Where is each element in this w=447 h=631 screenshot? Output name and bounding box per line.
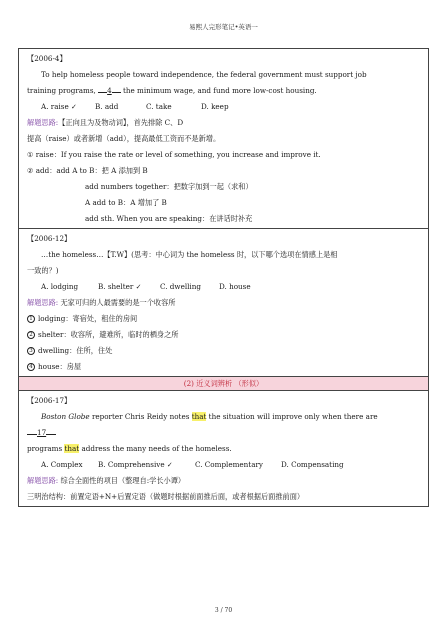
solution-line: 解题思路: 无家可归的人最需要的是一个收容所 [27,298,176,307]
question-2006-4 [19,49,428,229]
solution-label: 解题思路: [27,298,59,307]
question-text: To help homeless people toward independence, the federal government must support job [41,70,367,79]
question-text: Boston Globe reporter Chris Reidy notes that the situation will improve only when there are [41,412,378,421]
solution-text: 三明治结构：前置定语+N+后置定语（做题时根据前面推后面，或者根据后面推前面） [27,492,305,501]
question-blank-line [27,427,420,438]
option-d: D. Compensating [281,460,344,469]
page-number: 3 / 70 [214,607,233,614]
option-d: D. keep [201,102,229,111]
page-header: 易熙人完形笔记•英语一 [189,23,258,31]
option-b: B. shelter ✓ [98,282,142,291]
answer-options [27,459,420,470]
question-year: 【2006-12】 [27,234,72,243]
number-badge: 1 [27,315,35,323]
option-c: C. take [146,102,172,111]
definition-add: ② add：add A to B：把 A 添加到 B [27,166,148,175]
number-badge: 3 [27,347,35,355]
highlighted-word: that [64,444,80,453]
question-text-line2: 一致的？) [27,266,59,275]
highlighted-word: that [191,412,207,421]
list-item: 4 house：房屋 [27,361,420,372]
solution-text: 提高（raise）或者新增（add），提高最低工资而不是新增。 [27,134,221,143]
section-heading: (2) 近义词辨析 （形似） [19,377,428,391]
question-year: 【2006-17】 [27,396,72,405]
number-badge: 2 [27,331,35,339]
question-year: 【2006-4】 [27,54,67,63]
list-item: 3 dwelling：住所，住处 [27,345,420,356]
answer-options [27,101,420,112]
option-b: B. add [95,102,119,111]
option-c: C. Complementary [195,460,263,469]
list-item: 2 shelter：收容所，避难所，临时的栖身之所 [27,329,420,340]
usage-line: add sth. When you are speaking：在讲话时补充 [85,214,253,223]
usage-line: A add to B：A 增加了 B [85,198,167,207]
solution-label: 解题思路: [27,118,59,127]
blank-number: 4 [107,86,112,95]
blank-number: 17 [37,428,47,437]
option-a: A. lodging [41,282,79,291]
option-d: D. house [219,282,251,291]
notes-table [18,48,429,507]
usage-line: add numbers together：把数字加到一起（求和） [85,182,253,191]
solution-label: 解题思路: [27,476,59,485]
question-2006-17 [19,391,428,506]
solution-line: 解题思路: 综合全面性的项目（整理自:学长小谭） [27,476,186,485]
option-c: C. dwelling [160,282,201,291]
number-badge: 4 [27,363,35,371]
option-b: B. Comprehensive ✓ [98,460,173,469]
option-a: A. raise ✓ [41,102,78,111]
question-text-line2: training programs, 4 the minimum wage, and fund more low-cost housing. [27,86,317,95]
question-2006-12 [19,229,428,377]
question-text: …the homeless…【T.W】(思考：中心词为 the homeless 时，以下哪个选项在情感上是相 [41,250,338,259]
answer-options [27,281,420,292]
question-text-line3: programs that address the many needs of the homeless. [27,444,232,453]
solution-line: 解题思路:【正向且为及物动词】，首先排除 C、D [27,118,184,127]
option-a: A. Complex [41,460,83,469]
list-item: 1 lodging：寄宿处，租住的房间 [27,313,420,324]
definition-raise: ① raise：If you raise the rate or level of something, you increase and improve it. [27,150,321,159]
